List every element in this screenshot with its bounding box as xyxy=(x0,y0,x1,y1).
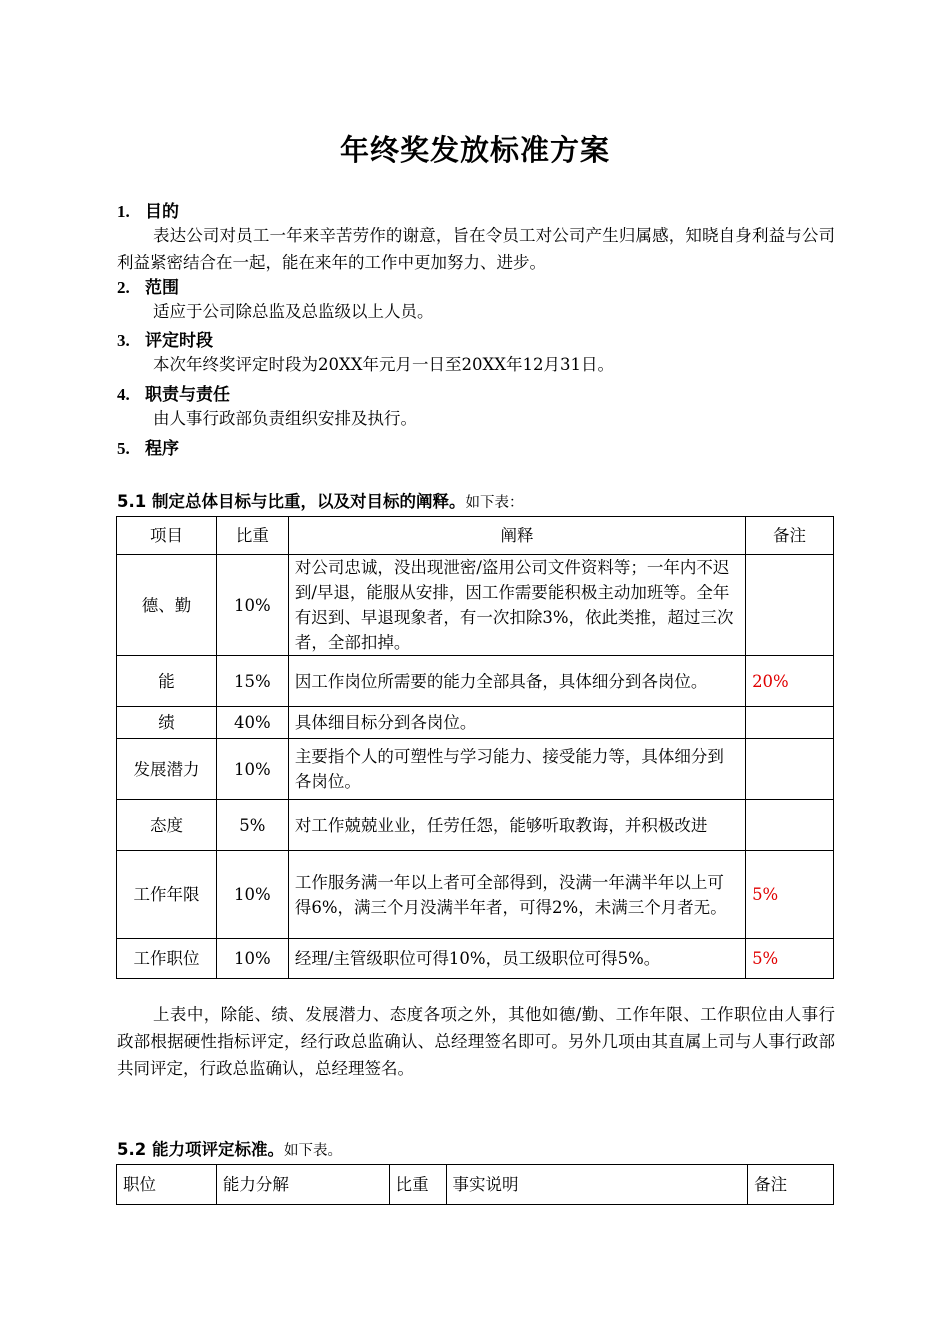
header-position: 职位 xyxy=(117,1165,217,1205)
cell-desc: 因工作岗位所需要的能力全部具备，具体细分到各岗位。 xyxy=(288,656,745,707)
section-4-heading: 4. 职责与责任 xyxy=(117,385,230,405)
cell-remark: 5% xyxy=(746,939,834,979)
subsection-5-1-title: 5.1 制定总体目标与比重，以及对目标的阐释。如下表： xyxy=(117,492,524,511)
cell-remark: 5% xyxy=(746,851,834,939)
table-row xyxy=(117,555,834,656)
header-facts: 事实说明 xyxy=(446,1165,748,1205)
header-remark: 备注 xyxy=(748,1165,834,1205)
header-weight: 比重 xyxy=(216,517,288,555)
section-3-text: 本次年终奖评定时段为20XX年元月一日至20XX年12月31日。 xyxy=(153,355,614,374)
cell-remark xyxy=(746,555,834,656)
table-row xyxy=(117,800,834,851)
section-2-text: 适应于公司除总监及总监级以上人员。 xyxy=(153,302,434,321)
cell-item: 工作年限 xyxy=(117,851,217,939)
section-2-heading: 2. 范围 xyxy=(117,278,179,298)
cell-desc: 对工作兢兢业业，任劳任怨，能够听取教诲，并积极改进 xyxy=(288,800,745,851)
cell-weight: 5% xyxy=(216,800,288,851)
cell-item: 能 xyxy=(117,656,217,707)
header-desc: 阐释 xyxy=(288,517,745,555)
subsection-5-2-title: 5.2 能力项评定标准。如下表。 xyxy=(117,1140,342,1159)
cell-weight: 15% xyxy=(216,656,288,707)
section-1-heading: 1. 目的 xyxy=(117,202,179,222)
cell-weight: 10% xyxy=(216,739,288,800)
cell-remark xyxy=(746,739,834,800)
section-3-heading: 3. 评定时段 xyxy=(117,331,213,351)
header-ability: 能力分解 xyxy=(216,1165,389,1205)
cell-weight: 40% xyxy=(216,707,288,739)
cell-weight: 10% xyxy=(216,851,288,939)
page-title: 年终奖发放标准方案 xyxy=(339,133,610,167)
header-weight: 比重 xyxy=(389,1165,446,1205)
cell-item: 德、勤 xyxy=(117,555,217,656)
section-1-text: 表达公司对员工一年来辛苦劳作的谢意，旨在令员工对公司产生归属感，知晓自身利益与公司利益紧密结合在一起，能在来年的工作中更加努力、进步。 xyxy=(117,226,835,272)
table-row xyxy=(117,739,834,800)
table-header-row xyxy=(117,517,834,555)
section-4-text: 由人事行政部负责组织安排及执行。 xyxy=(153,409,417,428)
table-row xyxy=(117,851,834,939)
header-item: 项目 xyxy=(117,517,217,555)
cell-desc: 工作服务满一年以上者可全部得到，没满一年满半年以上可得6%，满三个月没满半年者，可得2%，未满三个月者无。 xyxy=(288,851,745,939)
cell-item: 态度 xyxy=(117,800,217,851)
cell-desc: 经理/主管级职位可得10%，员工级职位可得5%。 xyxy=(288,939,745,979)
cell-item: 发展潜力 xyxy=(117,739,217,800)
cell-desc: 对公司忠诚，没出现泄密/盗用公司文件资料等；一年内不迟到/早退，能服从安排，因工作需要能积极主动加班等。全年有迟到、早退现象者，有一次扣除3%，依此类推，超过三次者，全部扣掉。 xyxy=(288,555,745,656)
table-header-row xyxy=(117,1165,834,1205)
table-row xyxy=(117,939,834,979)
section-5-heading: 5. 程序 xyxy=(117,439,179,459)
cell-remark xyxy=(746,707,834,739)
table-row xyxy=(117,656,834,707)
cell-remark: 20% xyxy=(746,656,834,707)
weight-table xyxy=(116,516,834,979)
table-row xyxy=(117,707,834,739)
header-remark: 备注 xyxy=(746,517,834,555)
cell-desc: 具体细目标分到各岗位。 xyxy=(288,707,745,739)
cell-weight: 10% xyxy=(216,939,288,979)
cell-item: 工作职位 xyxy=(117,939,217,979)
table-explanation-paragraph: 上表中，除能、绩、发展潜力、态度各项之外，其他如德/勤、工作年限、工作职位由人事行政部根据硬性指标评定，经行政总监确认、总经理签名即可。另外几项由其直属上司与人事行政部共同评定，行政总监确认，总经理签名。 xyxy=(117,1005,835,1078)
cell-desc: 主要指个人的可塑性与学习能力、接受能力等，具体细分到各岗位。 xyxy=(288,739,745,800)
ability-table xyxy=(116,1164,834,1205)
cell-item: 绩 xyxy=(117,707,217,739)
cell-weight: 10% xyxy=(216,555,288,656)
cell-remark xyxy=(746,800,834,851)
